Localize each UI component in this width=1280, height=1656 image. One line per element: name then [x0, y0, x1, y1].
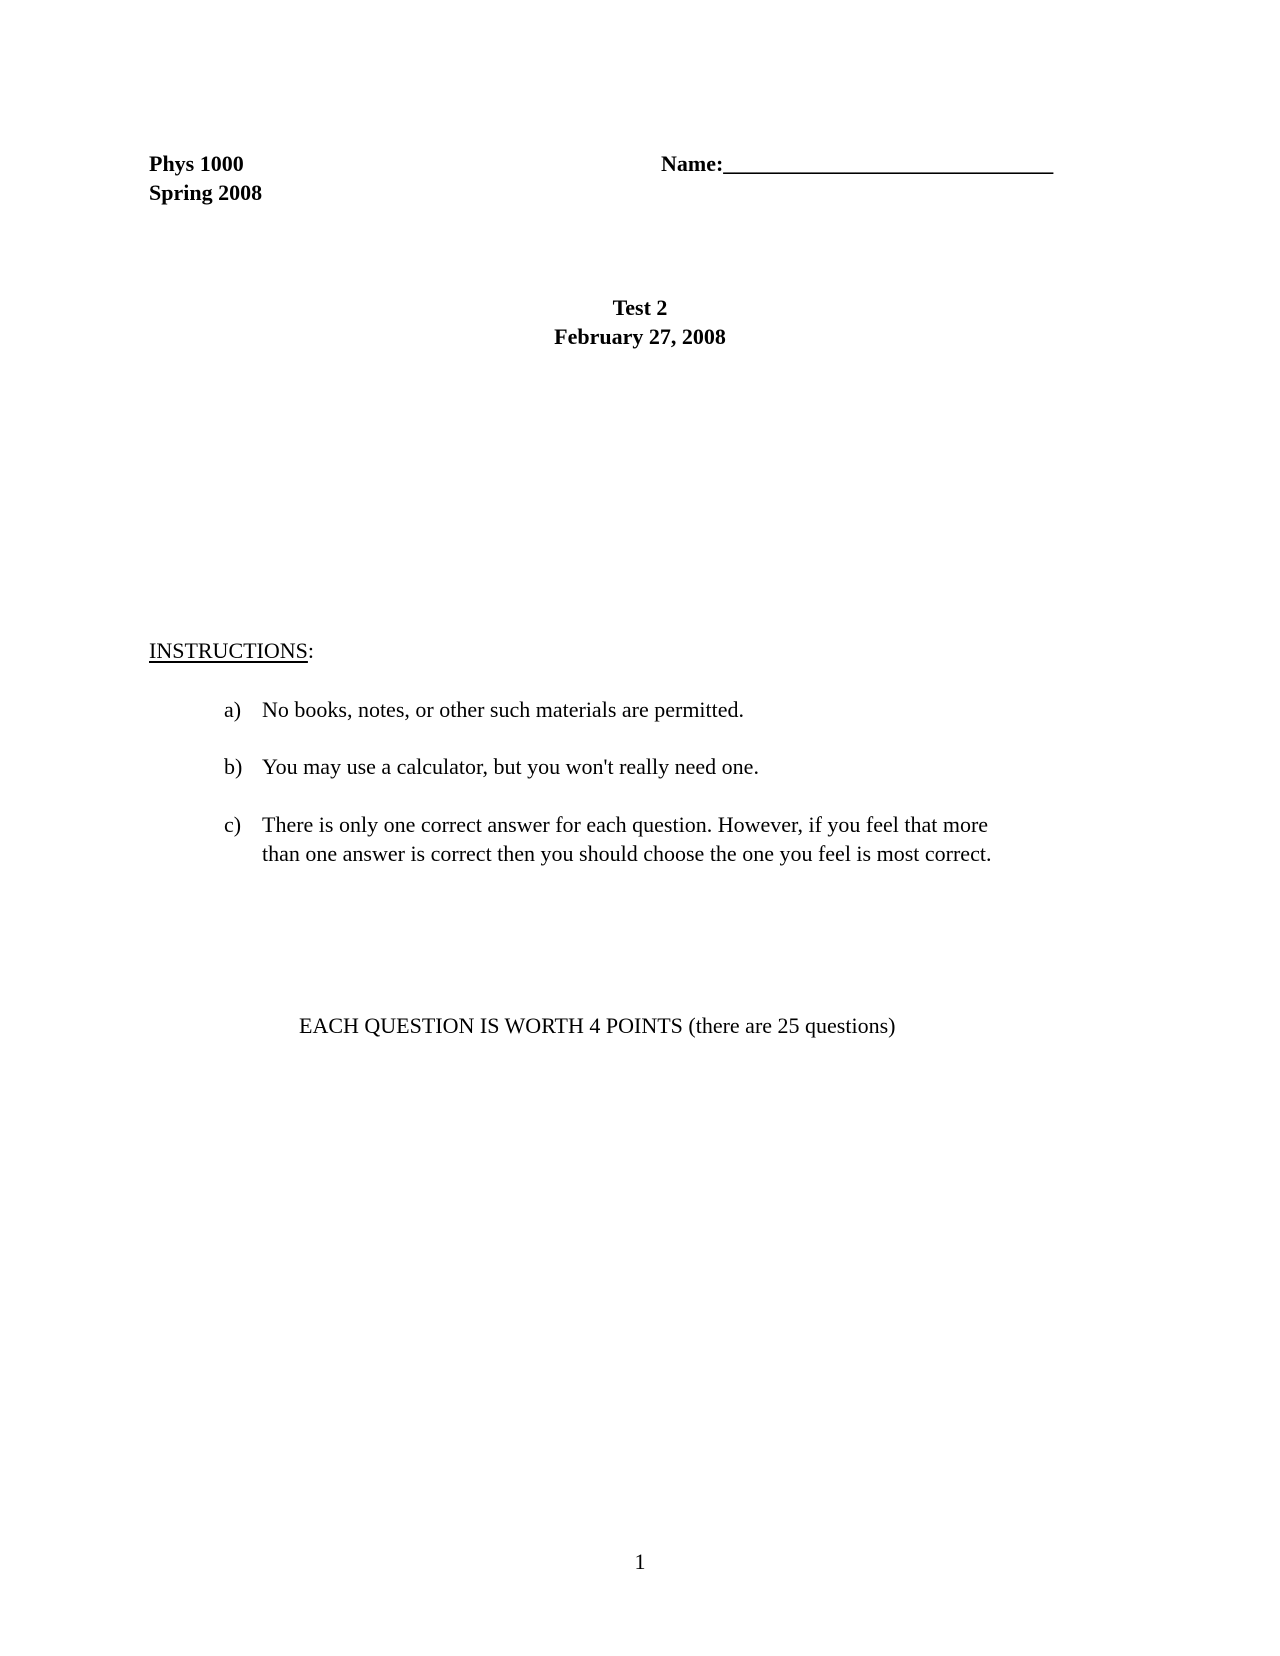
instruction-text	[262, 810, 1122, 868]
instruction-text-line-2: than one answer is correct then you should choose the one you feel is most correct.	[262, 841, 992, 866]
instruction-marker: b)	[224, 754, 243, 779]
name-field: Name:______________________________	[661, 151, 1054, 176]
instruction-marker: c)	[224, 812, 242, 837]
instruction-text: You may use a calculator, but you won't really need one.	[262, 754, 759, 779]
test-date: February 27, 2008	[554, 324, 726, 349]
instruction-text: No books, notes, or other such materials are permitted.	[262, 697, 745, 722]
test-title: Test 2	[612, 295, 668, 320]
points-note: EACH QUESTION IS WORTH 4 POINTS (there are 25 questions)	[299, 1013, 896, 1038]
term-label: Spring 2008	[149, 180, 263, 205]
instruction-text-line-1: There is only one correct answer for each question. However, if you feel that more	[262, 812, 989, 837]
instructions-heading-colon: :	[307, 638, 315, 663]
instruction-marker: a)	[224, 697, 242, 722]
instructions-heading-text: INSTRUCTIONS	[149, 638, 308, 663]
page-number: 1	[634, 1549, 646, 1574]
course-label: Phys 1000	[149, 151, 244, 176]
instructions-heading	[149, 636, 314, 666]
